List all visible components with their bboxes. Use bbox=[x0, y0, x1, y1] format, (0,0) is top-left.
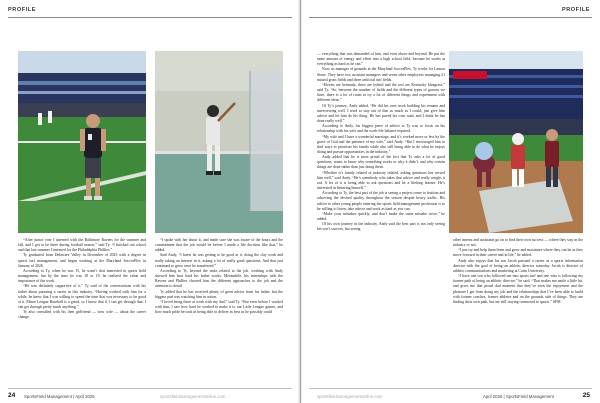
paragraph: — everything that was demanded of him, and even above and beyond. He put the same amount of energy and effort into a high school field, because he works at everything as hard as he can.” bbox=[317, 52, 445, 67]
paragraph: “I have one son who followed me into sports turf and one who is following my former path of being an athletic director,” he said. “That makes me smile a little bit, and gives me that proud dad moment that they’ve seen the enjoyment and the pleasure I get from doing my job and the relationships that I’ve been able to build with former coaches, former athletes and on the grounds side of things. They are finding their own path, but are still staying connected to sports.” SFM bbox=[453, 274, 583, 304]
spine-gutter bbox=[298, 0, 302, 403]
paragraph: “I loved being there at work with my dad,” said Ty. “But even before I worked with him, I saw how hard he worked to make it to our Little League games, and how much pride he took in being able to deliver as best as he possibly could bbox=[155, 299, 283, 315]
footer-title: April 2026 | SportsField Management bbox=[483, 393, 554, 399]
paragraph: According to Ty, the best part of the job is seeing a project come to fruition and achieving the desired quality throughout the season despite heavy traffic. His advice to other young people entering the sports field management profession is to be willing to listen, take advice and work as hard as you can. bbox=[317, 191, 445, 211]
page-number: 24 bbox=[8, 392, 16, 399]
right-page-column-1 bbox=[317, 52, 445, 386]
paragraph: “My wife and I have a wonderful marriage, and it’s worked more or less by the grace of God and the patience of my wife,” said Andy. “But I encouraged him to find ways to prioritize his family while also still being able to do what he enjoys doing and pursue opportunities in the industry.” bbox=[317, 134, 445, 154]
paragraph: Ty also consulted with his then girlfriend — now wife — about the career change. bbox=[18, 310, 146, 320]
header-rule bbox=[8, 17, 292, 18]
paragraph: According to Ty, when he was 15, he wasn’t that interested in sports field management, but by the time he was 18 or 19, he realized the value and importance of the work. bbox=[18, 268, 146, 284]
paragraph: According to Ty, beyond the tasks related to the job, working with Andy showed him how hard his father works. Meanwhile, his internships with the Ravens and Phillies showed him the different approaches to the job and the attention to detail. bbox=[155, 268, 283, 289]
paragraph: Of Ty’s journey, Andy added, “He did his own work building his resume and interviewing well. I tried to stay out of that as much as I could; just give him advice and let him do his thing. He has paved his own road, and I think he has done really well.” bbox=[317, 103, 445, 124]
paragraph: Said Andy, “I knew he was getting to be good at it, doing the clay work and really taking an interest in it, asking a lot of really good questions. And that just continued to grow once he transferred.” bbox=[155, 253, 283, 268]
footer-rule bbox=[8, 388, 292, 389]
paragraph: Andy also enjoys that his son Jacob pursued a career as a sports information director with the goal of being an athletic director someday. Jacob is director of athletic communications and marketing at Cairn University. bbox=[453, 258, 583, 273]
photo-mascots-on-field bbox=[449, 51, 583, 233]
right-page bbox=[300, 0, 600, 403]
footer-title: SportsField Management | April 2026 bbox=[24, 393, 95, 399]
paragraph: “Whether it’s family related or industry related, asking questions has served him well,” said Andy. “He’s somebody who takes that advice and really weighs it out. A lot of it is being able to ask questions and be a lifelong learner. He’s interested in bettering himself.” bbox=[317, 170, 445, 191]
paragraph: Andy added that he is most proud of the fact that Ty asks a lot of good questions, wants to know why something works or why it didn’t, and why certain things are done rather than just doing them. bbox=[317, 155, 445, 170]
right-page-footer bbox=[301, 388, 600, 403]
footer-website: sportsfieldmanagementonline.com bbox=[317, 393, 383, 399]
photo-man-on-field bbox=[18, 51, 146, 233]
footer-rule bbox=[309, 388, 592, 389]
page-number: 25 bbox=[582, 392, 590, 399]
left-page-column-1 bbox=[18, 238, 146, 386]
paragraph: Ty added that he has received plenty of great advice from his father, but the biggest part was watching him in action. bbox=[155, 289, 283, 299]
section-label: PROFILE bbox=[8, 7, 37, 13]
paragraph: Now, as manager of grounds at the Maryland SoccerPlex, Ty works for Lamon Stone. They have two assistant managers and seven other employees managing 21 natural grass fields and three artificial turf fields. bbox=[317, 67, 445, 82]
paragraph: “Eleven are bermuda, three are hybrid and the rest are Kentucky bluegrass,” said Ty. “So, between the number of fields and the different types of grasses we have, there is a lot of room to try a lot of different things and experiment with different ideas.” bbox=[317, 82, 445, 103]
header-rule bbox=[309, 17, 592, 18]
paragraph: “After junior year I interned with the Baltimore Ravens for the summer and fall, and I got to be there during football season,” said Ty. “I finished out school and that last summer I interned for the Philadelphia Phillies.” bbox=[18, 238, 146, 253]
paragraph: “He was definitely supportive of it,” Ty said of the conversations with his father about pursuing a career in this industry. “Having worked with him for a while, he knew that I was willing to spend the time that was necessary to be good at it. Minor League Baseball is a grind, so I knew that if I can get through that, I can get through pretty much anything.” bbox=[18, 284, 146, 310]
paragraph: Ty graduated from Delaware Valley in December of 2025 with a degree in sports turf management, and began working at the Maryland SoccerPlex in January of 2026. bbox=[18, 253, 146, 268]
left-page-column-2 bbox=[155, 238, 283, 386]
footer-website: sportsfieldmanagementonline.com bbox=[160, 393, 226, 399]
section-label: PROFILE bbox=[561, 7, 590, 13]
paragraph: other interns and assistants go on to find their own success — where they stay in the industry or not. bbox=[453, 238, 583, 248]
right-page-column-2 bbox=[453, 238, 583, 386]
paragraph: “I spoke with her about it, and made sure she was aware of the hours and the commitment that the job would be before I made a life decision like that,” he added. bbox=[155, 238, 283, 253]
paragraph: According to Andy, his biggest piece of advice to Ty was to focus on his relationship with his wife and the work-life balance required. bbox=[317, 124, 445, 134]
photo-batter bbox=[155, 51, 283, 233]
paragraph: “Make your mistakes quickly, and don’t make the same mistake twice,” he added. bbox=[317, 211, 445, 221]
left-page-footer bbox=[0, 388, 300, 403]
paragraph: “I just try and help them learn and grow and maximize where they can be as they move forward in their career and in life,” he added. bbox=[453, 248, 583, 258]
paragraph: Of his own journey in the industry, Andy said the best part is not only seeing his son’s success, but seeing bbox=[317, 222, 445, 232]
